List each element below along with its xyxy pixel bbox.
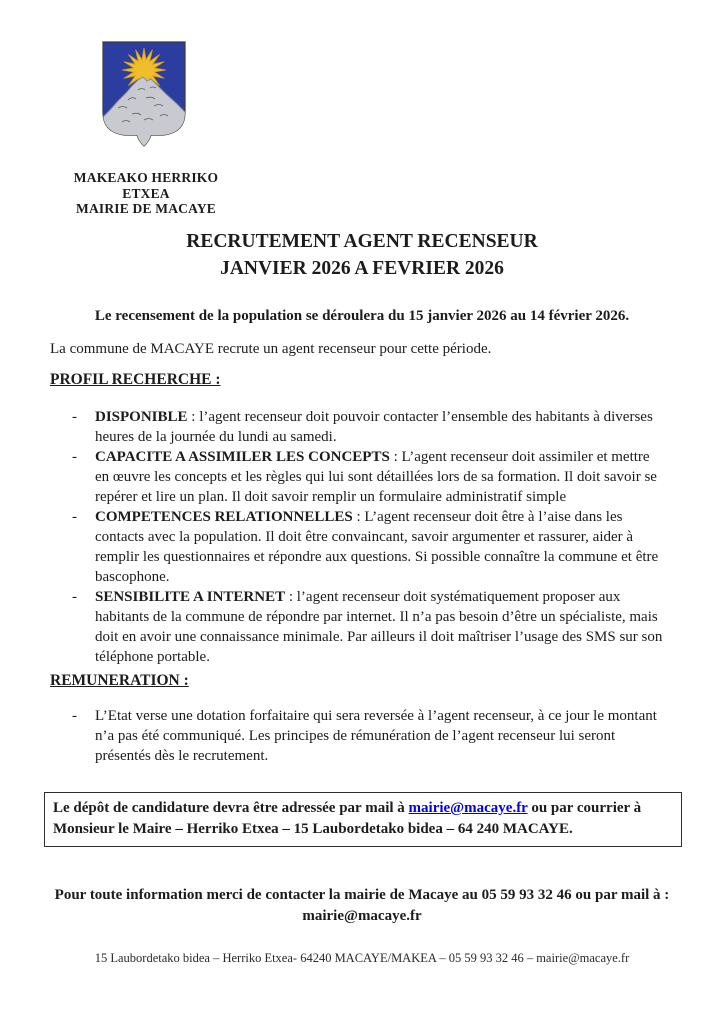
bullet-text: : L’agent recenseur doit assimiler et mettre en œuvre les concepts et les règles qui lui sont détaillées lors de sa formation. Il doit savoir se repérer et lire un plan. Il doit savoir remplir un formulaire administratif simple <box>95 449 657 505</box>
organization-name <box>50 170 242 217</box>
list-item-sensibilite <box>72 587 666 667</box>
bullet-dash: - <box>72 589 77 605</box>
contact-email: mairie@macaye.fr <box>302 908 422 924</box>
list-item-competences <box>72 507 666 587</box>
bullet-term: DISPONIBLE <box>95 409 188 425</box>
title-line-2: JANVIER 2026 A FEVRIER 2026 <box>220 257 504 279</box>
bullet-dash: - <box>72 509 77 525</box>
macaye-coat-of-arms <box>98 38 190 148</box>
document-title <box>0 229 724 282</box>
bullet-dash: - <box>72 409 77 425</box>
title-line-1: RECRUTEMENT AGENT RECENSEUR <box>186 231 538 252</box>
org-line-french: MAIRIE DE MACAYE <box>76 201 216 216</box>
bullet-term: COMPETENCES RELATIONNELLES <box>95 509 353 525</box>
coat-of-arms-svg <box>98 38 190 148</box>
profil-bullet-list <box>72 407 666 667</box>
bullet-term: CAPACITE A ASSIMILER LES CONCEPTS <box>95 449 390 465</box>
list-item-disponible <box>72 407 666 447</box>
remuneration-bullet-list <box>72 706 666 766</box>
bullet-text: : l’agent recenseur doit pouvoir contacter l’ensemble des habitants à diverses heures de la journée du lundi au samedi. <box>95 409 653 445</box>
list-item-dotation <box>72 706 666 766</box>
intro-paragraph: La commune de MACAYE recrute un agent recenseur pour cette période. <box>50 341 492 357</box>
bullet-dash: - <box>72 449 77 465</box>
candidature-text-before: Le dépôt de candidature devra être adressée par mail à <box>53 800 409 816</box>
candidature-text-after: ou par courrier à Monsieur le Maire – Herriko Etxea – 15 Laubordetako bidea – 64 240 MACAYE. <box>53 800 642 837</box>
census-period-statement: Le recensement de la population se déroulera du 15 janvier 2026 au 14 février 2026. <box>94 308 630 324</box>
email-link[interactable]: mairie@macaye.fr <box>408 800 528 816</box>
bullet-dash: - <box>72 708 77 724</box>
bullet-text: : L’agent recenseur doit être à l’aise dans les contacts avec la population. Il doit être convaincant, savoir argumenter et rassurer, aider à remplir les questionnaires et répondre aux questions. Si possible connaître la commune et être bascophone. <box>95 509 659 585</box>
candidature-box <box>44 792 682 847</box>
footer-address: 15 Laubordetako bidea – Herriko Etxea- 64240 MACAYE/MAKEA – 05 59 93 32 46 – mairie@macaye.fr <box>94 951 630 965</box>
bullet-text: L’Etat verse une dotation forfaitaire qui sera reversée à l’agent recenseur, à ce jour le montant n’a pas été communiqué. Les principes de rémunération de l’agent recenseur lui seront présentés dès le recrutement. <box>95 708 657 764</box>
section-heading-profil: PROFIL RECHERCHE : <box>50 371 221 388</box>
bullet-term: SENSIBILITE A INTERNET <box>95 589 286 605</box>
section-heading-remuneration: REMUNERATION : <box>50 672 189 689</box>
org-line-basque: MAKEAKO HERRIKO ETXEA <box>73 170 219 201</box>
list-item-capacite <box>72 447 666 507</box>
bullet-text: : l’agent recenseur doit systématiquement proposer aux habitants de la commune de répondre par internet. Il n’a pas besoin d’être un spécialiste, mais doit en avoir une connaissance minimale. Par ailleurs il doit maîtriser l’usage des SMS sur son téléphone portable. <box>95 589 663 665</box>
contact-line: Pour toute information merci de contacter la mairie de Macaye au 05 59 93 32 46 ou par mail à : <box>54 887 670 903</box>
contact-info <box>0 885 724 927</box>
